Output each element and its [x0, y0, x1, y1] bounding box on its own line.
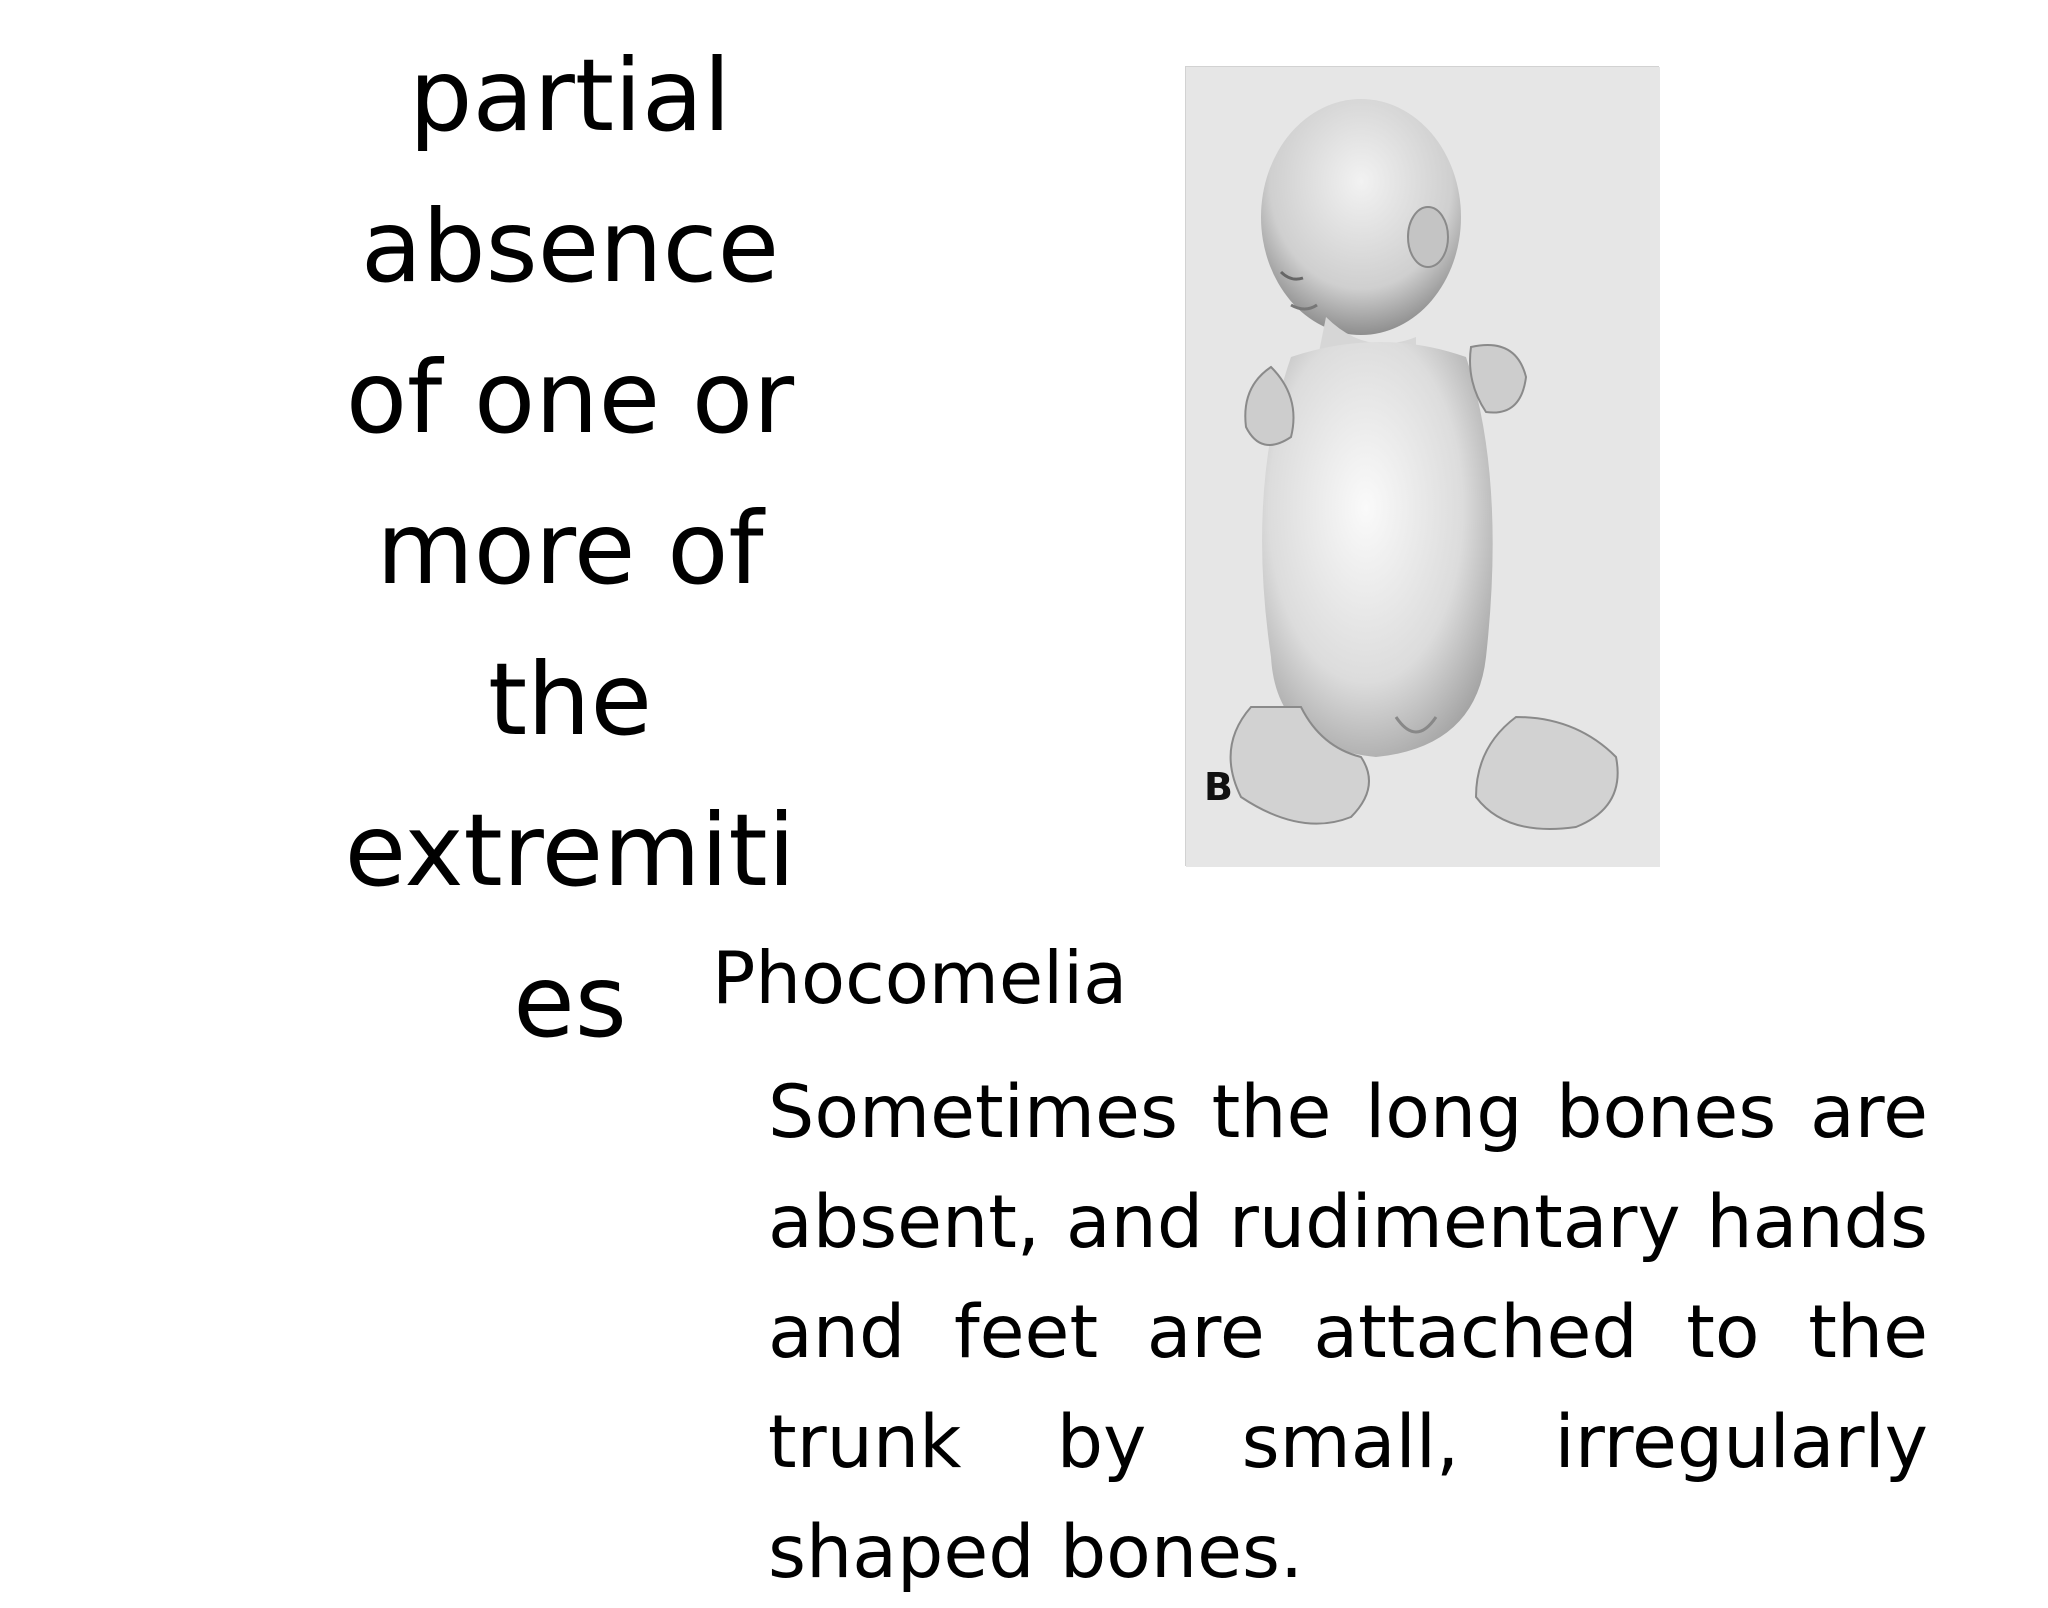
- figure-label: B: [1204, 765, 1233, 809]
- body-paragraph: Sometimes the long bones are absent, and rudimentary hands and feet are attached to the trunk by small, irregularly shaped bones.: [768, 1070, 1928, 1595]
- side-heading-line: extremiti: [344, 792, 796, 909]
- side-heading-line: absence: [360, 188, 780, 305]
- infant-photo: [1185, 66, 1659, 866]
- figure-caption: Phocomelia: [712, 936, 1128, 1020]
- side-heading-line: es: [513, 943, 627, 1060]
- side-heading-line: of one or: [345, 339, 795, 456]
- side-heading-line: partial: [409, 37, 731, 154]
- side-heading-line: more of: [376, 490, 764, 607]
- infant-photo-icon: [1186, 67, 1660, 867]
- side-heading-line: the: [487, 641, 653, 758]
- side-heading: [300, 20, 840, 1077]
